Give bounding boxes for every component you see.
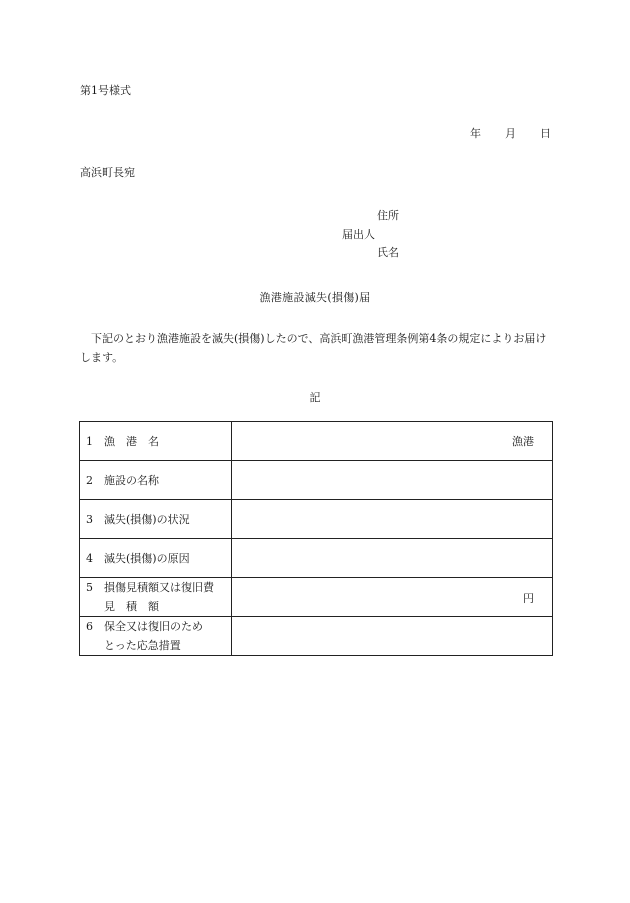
facility-name-field[interactable] [232, 461, 553, 500]
addressee: 高浜町長宛 [80, 166, 135, 179]
address-label: 住所 [377, 209, 399, 222]
row-label: 2 施設の名称 [80, 461, 232, 500]
unit-label: 円 [523, 592, 534, 605]
table-row [80, 578, 553, 617]
table-row [80, 539, 553, 578]
table-row [80, 500, 553, 539]
table-row [80, 422, 553, 461]
details-table [79, 421, 553, 656]
body-text: 下記のとおり漁港施設を滅失(損傷)したので、高浜町漁港管理条例第4条の規定によりお届けします。 [80, 332, 547, 364]
table-row [80, 461, 553, 500]
fishing-port-field[interactable] [232, 422, 553, 461]
name-label: 氏名 [377, 246, 399, 259]
row-label: 4 滅失(損傷)の原因 [80, 539, 232, 578]
notifier-label: 届出人 [342, 228, 375, 241]
date-line [470, 125, 551, 141]
date-day-label: 日 [540, 127, 551, 140]
date-month-label: 月 [505, 127, 516, 140]
estimated-cost-field[interactable] [232, 578, 553, 617]
date-year-label: 年 [470, 127, 481, 140]
row-label: 5 損傷見積額又は復旧費 見 積 額 [80, 578, 232, 617]
unit-label: 漁港 [512, 435, 534, 448]
damage-status-field[interactable] [232, 500, 553, 539]
damage-cause-field[interactable] [232, 539, 553, 578]
document-title: 漁港施設滅失(損傷)届 [259, 291, 371, 304]
row-label: 3 滅失(損傷)の状況 [80, 500, 232, 539]
row-label: 1 漁 港 名 [80, 422, 232, 461]
row-label: 6 保全又は復旧のため とった応急措置 [80, 617, 232, 656]
form-number: 第1号様式 [80, 84, 131, 97]
record-heading: 記 [309, 391, 321, 404]
table-row [80, 617, 553, 656]
emergency-measures-field[interactable] [232, 617, 553, 656]
